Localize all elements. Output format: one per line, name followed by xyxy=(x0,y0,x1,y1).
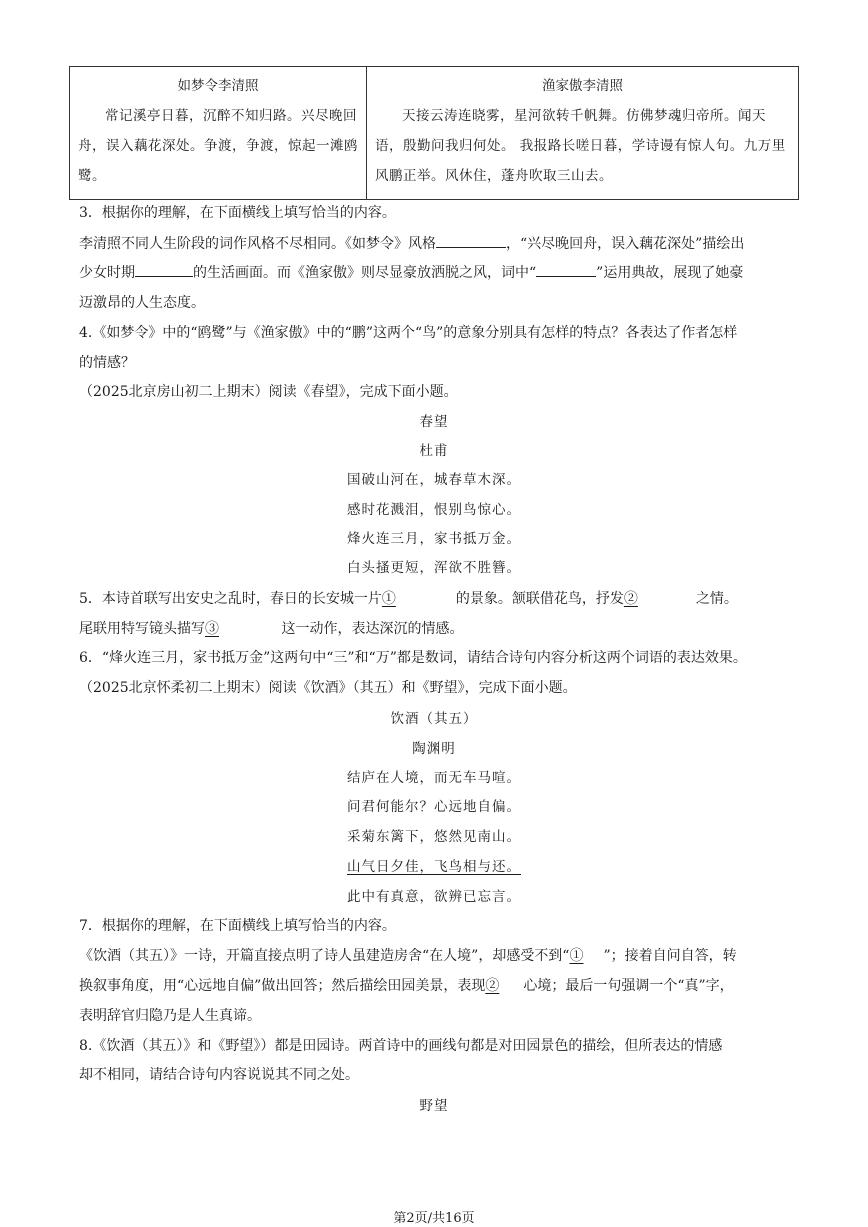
answer-blank-3[interactable]: ③ xyxy=(205,621,219,637)
poem-title: 春望 xyxy=(419,414,449,430)
answer-blank[interactable] xyxy=(436,233,506,248)
poem-title: 饮酒（其五） xyxy=(390,711,478,727)
answer-blank-1[interactable]: ① xyxy=(381,591,396,607)
section-intro-chunwang: （2025北京房山初二上期末）阅读《春望》，完成下面小题。 xyxy=(79,384,458,400)
question-7-line-2: 换叙事角度，用“心远地自偏”做出回答；然后描绘田园美景，表现② 心境；最后一句强调一个“真”字， xyxy=(79,978,734,994)
question-4-line-1: 4.《如梦令》中的“鸥鹭”与《渔家傲》中的“鹏”这两个“鸟”的意象分别具有怎样的特点？各表达了作者怎样 xyxy=(79,325,738,341)
question-7-line-1: 《饮酒（其五）》一诗，开篇直接点明了诗人虽建造房舍“在人境”，却感受不到“① ”；接着自问自答，转 xyxy=(79,948,737,964)
answer-blank[interactable] xyxy=(536,262,596,277)
poem-cell-yujiaao xyxy=(367,67,799,200)
question-7-stem: 7．根据你的理解，在下面横线上填写恰当的内容。 xyxy=(79,918,396,934)
poem-title: 渔家傲李清照 xyxy=(542,78,623,94)
question-5-line-1: 5．本诗首联写出安史之乱时，春日的长安城一片① 的景象。颔联借花鸟，抒发② 之情。 xyxy=(79,591,738,607)
question-6: 6．“烽火连三月，家书抵万金”这两句中“三”和“万”都是数词，请结合诗句内容分析这两个词语的表达效果。 xyxy=(79,650,747,666)
poem-title-yewang: 野望 xyxy=(419,1098,449,1114)
poem-line: 白头搔更短，浑欲不胜簪。 xyxy=(347,560,521,576)
poem-line: 结庐在人境，而无车马喧。 xyxy=(347,770,521,786)
poem-text: 常记溪亭日暮，沉醉不知归路。兴尽晚回舟，误入藕花深处。争渡，争渡，惊起一滩鸥鹭。 xyxy=(78,108,358,184)
poem-comparison-table xyxy=(69,66,799,200)
page-number: 第2页/共16页 xyxy=(393,1211,475,1226)
poem-text: 天接云涛连晓雾，星河欲转千帆舞。仿佛梦魂归帝所。闻天语，殷勤问我归何处。 我报路长嗟日暮，学诗谩有惊人句。九万里风鹏正举。风休住，蓬舟吹取三山去。 xyxy=(375,108,786,184)
poem-line: 感时花溅泪，恨别鸟惊心。 xyxy=(347,502,521,518)
answer-blank-2[interactable]: ② xyxy=(485,978,500,994)
poem-line: 问君何能尔？心远地自偏。 xyxy=(347,799,521,815)
question-3-line-1: 李清照不同人生阶段的词作风格不尽相同。《如梦令》风格 ，“兴尽晚回舟，误入藕花深处”描绘出 xyxy=(79,233,798,253)
question-3-stem: 3．根据你的理解，在下面横线上填写恰当的内容。 xyxy=(79,205,396,221)
answer-blank-2[interactable]: ② xyxy=(623,591,638,607)
section-intro-yinjiu: （2025北京怀柔初二上期末）阅读《饮酒》（其五）和《野望》，完成下面小题。 xyxy=(79,680,577,696)
poem-line: 此中有真意，欲辨已忘言。 xyxy=(347,889,521,905)
poem-line: 采菊东篱下，悠然见南山。 xyxy=(347,829,521,845)
question-3-line-3: 迈激昂的人生态度。 xyxy=(79,295,205,311)
question-7-line-3: 表明辞官归隐乃是人生真谛。 xyxy=(79,1008,261,1024)
question-5-line-2: 尾联用特写镜头描写③ 这一动作，表达深沉的情感。 xyxy=(79,621,464,637)
question-3-line-2: 少女时期 的生活画面。而《渔家傲》则尽显豪放洒脱之风，词中“ ”运用典故，展现了她豪 xyxy=(79,262,798,282)
poem-title: 如梦令李清照 xyxy=(177,78,259,94)
poem-cell-rumengling xyxy=(70,67,367,200)
question-8-line-2: 却不相同，请结合诗句内容说说其不同之处。 xyxy=(79,1067,359,1083)
poem-line-underlined: 山气日夕佳，飞鸟相与还。 xyxy=(347,859,521,875)
question-4-line-2: 的情感？ xyxy=(79,355,135,371)
poem-author: 杜甫 xyxy=(419,443,449,459)
answer-blank[interactable] xyxy=(135,262,193,277)
answer-blank-1[interactable]: ① xyxy=(569,948,584,964)
poem-line: 烽火连三月，家书抵万金。 xyxy=(347,531,521,547)
poem-author: 陶渊明 xyxy=(412,741,456,757)
poem-line: 国破山河在，城春草木深。 xyxy=(347,472,521,488)
question-8-line-1: 8.《饮酒（其五）》和《野望》）都是田园诗。两首诗中的画线句都是对田园景色的描绘，但所表达的情感 xyxy=(79,1038,723,1054)
